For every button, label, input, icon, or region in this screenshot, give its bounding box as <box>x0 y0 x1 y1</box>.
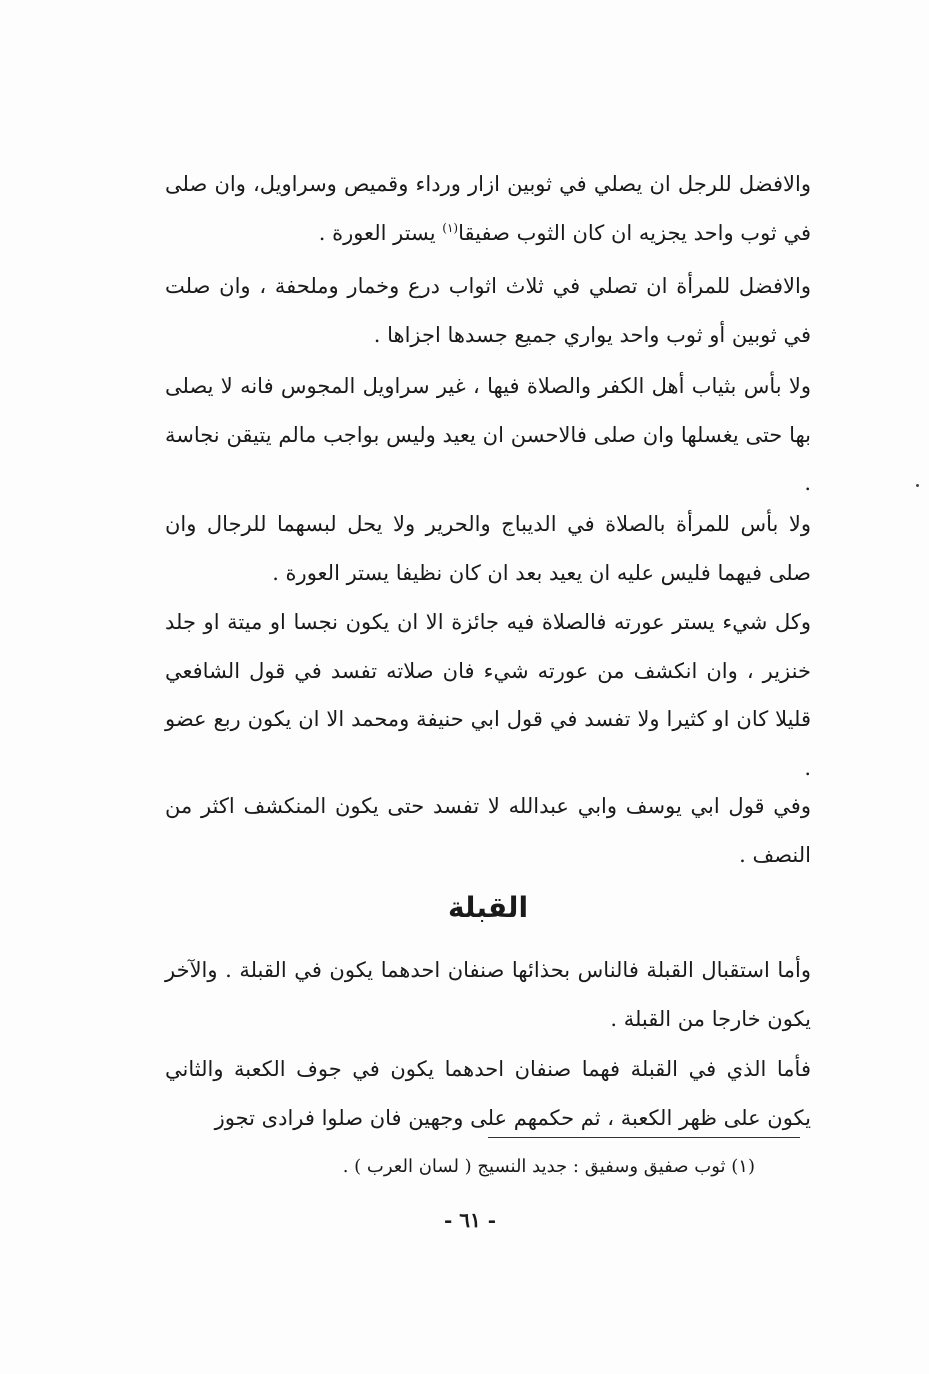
paragraph-text-after-note: يستر العورة . <box>318 220 443 245</box>
paragraph-clothing-women: والافضل للمرأة ان تصلي في ثلاث اثواب درع وخمار وملحفة ، وان صلت في ثوبين أو ثوب واحد يواري جميع جسدها اجزاها . <box>165 274 811 347</box>
paragraph-abu-yusuf-opinion: وفي قول ابي يوسف وابي عبدالله لا تفسد حتى يكون المنكشف اكثر من النصف . <box>165 794 811 867</box>
footnote-divider <box>488 1137 800 1138</box>
paragraph-clothing-men <box>165 160 811 257</box>
paragraph-text-before-note: والافضل للرجل ان يصلي في ثوبين ازار ورداء وقميص وسراويل، وان صلى في ثوب واحد يجزيه ان كان الثوب صفيقا <box>165 172 811 245</box>
section-heading-qibla: القبلة <box>447 891 529 924</box>
paragraph-covering-awrah: وكل شيء يستر عورته فالصلاة فيه جائزة الا ان يكون نجسا او ميتة او جلد خنزير ، وان انكشف من عورته شيء فان صلاته تفسد في قول الشافعي قليلا كان او كثيرا ولا تفسد في قول ابي حنيفة ومحمد الا ان يكون ربع عضو . <box>165 610 811 780</box>
footnote: (١) ثوب صفيق وسفيق : جديد النسيج ( لسان العرب ) . <box>342 1156 755 1177</box>
paragraph-inside-kaaba: فأما الذي في القبلة فهما صنفان احدهما يكون في جوف الكعبة والثاني يكون على ظهر الكعبة ، ثم حكمهم على وجهين فان صلوا فرادى تجوز <box>165 1057 811 1130</box>
scan-speck <box>916 484 919 487</box>
paragraph-facing-qibla: وأما استقبال القبلة فالناس بحذائها صنفان احدهما يكون في القبلة . والآخر يكون خارجا من القبلة . <box>165 958 811 1031</box>
paragraph-clothing-non-muslims: ولا بأس بثياب أهل الكفر والصلاة فيها ، غير سراويل المجوس فانه لا يصلى بها حتى يغسلها وان صلى فالاحسن ان يعيد وليس بواجب مالم يتيقن نجاسة . <box>165 374 811 495</box>
footnote-marker[interactable]: (١) <box>442 220 459 235</box>
page-number: - ٦١ - <box>443 1208 496 1232</box>
paragraph-silk: ولا بأس للمرأة بالصلاة في الديباج والحرير ولا يحل لبسهما للرجال وان صلى فيهما فليس عليه ان يعيد بعد ان كان نظيفا يستر العورة . <box>165 512 811 585</box>
